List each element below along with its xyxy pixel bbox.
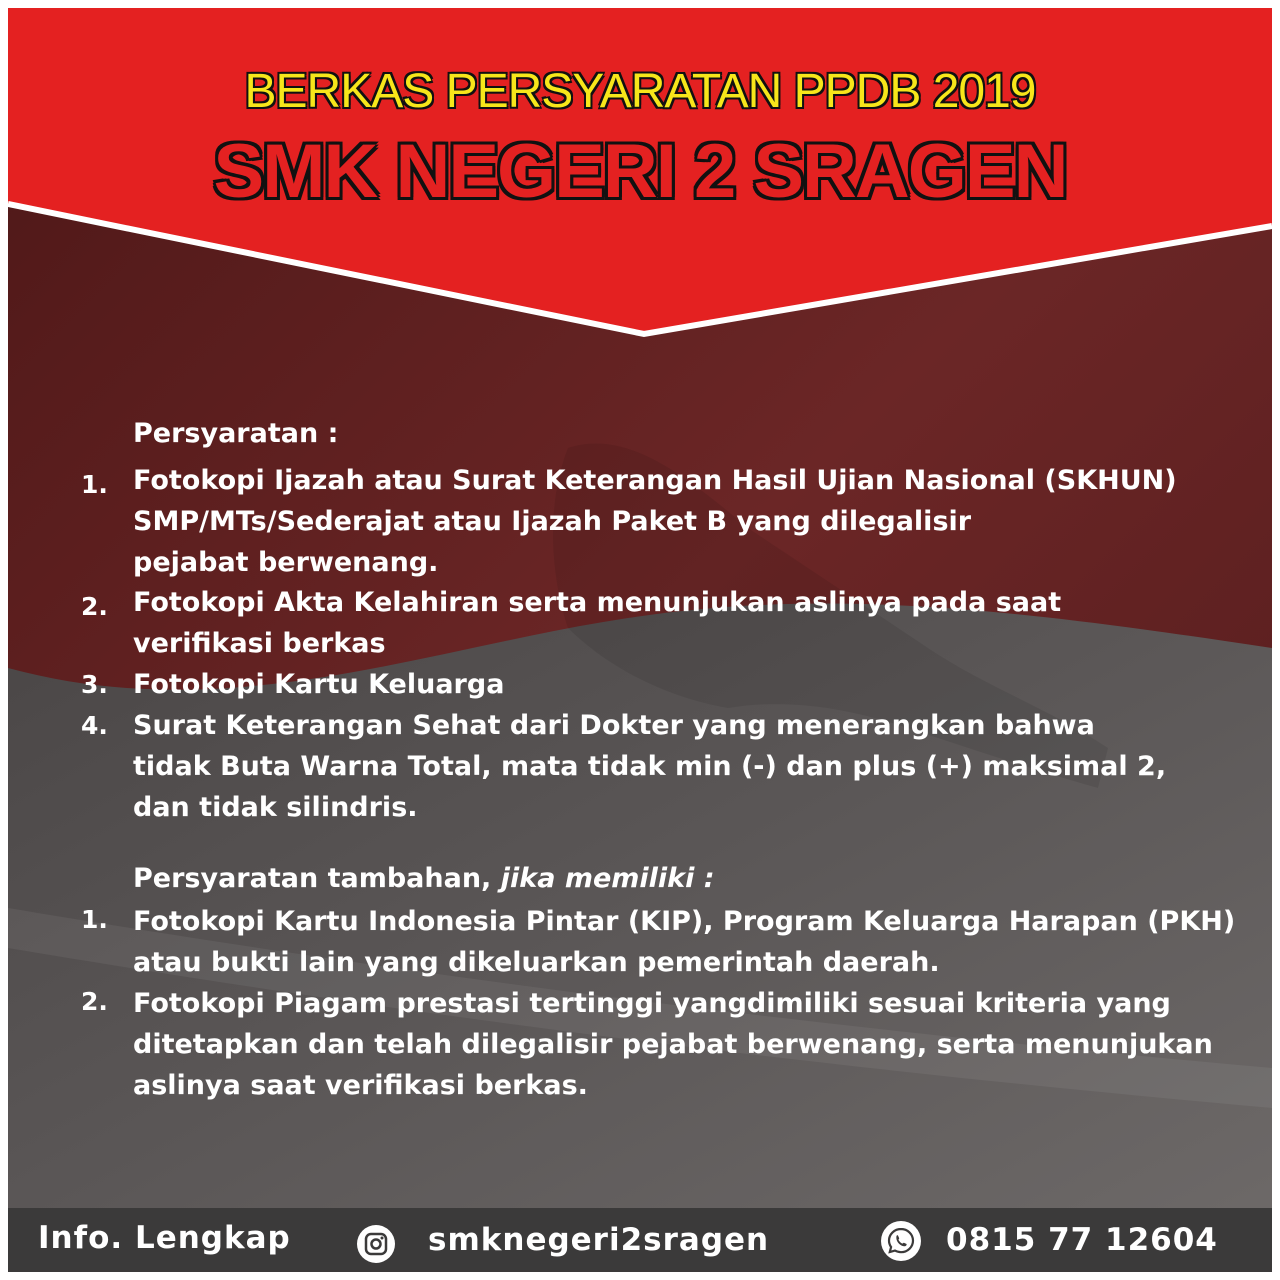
- item-line: atau bukti lain yang dikeluarkan pemerintah daerah.: [133, 947, 940, 978]
- item-line: tidak Buta Warna Total, mata tidak min (-) dan plus (+) maksimal 2,: [133, 751, 1167, 782]
- requirement-item: [81, 582, 1243, 664]
- item-number: 2.: [81, 592, 108, 621]
- instagram-handle[interactable]: smknegeri2sragen: [428, 1222, 770, 1258]
- item-number: 4.: [81, 711, 108, 740]
- item-line: Surat Keterangan Sehat dari Dokter yang menerangkan bahwa: [133, 710, 1095, 741]
- item-line: Fotokopi Kartu Indonesia Pintar (KIP), Program Keluarga Harapan (PKH): [133, 906, 1236, 937]
- requirement-item: [81, 460, 1243, 583]
- item-number: 2.: [81, 987, 108, 1016]
- item-line: Fotokopi Kartu Keluarga: [133, 669, 505, 700]
- phone-number[interactable]: 0815 77 12604: [946, 1222, 1218, 1258]
- info-label: Info. Lengkap: [38, 1220, 291, 1256]
- item-line: Fotokopi Ijazah atau Surat Keterangan Hasil Ujian Nasional (SKHUN): [133, 465, 1177, 496]
- additional-item: [81, 901, 1243, 983]
- requirement-item: [81, 664, 1243, 705]
- additional-heading-italic: jika memiliki :: [500, 863, 715, 894]
- school-name: SMK NEGERI 2 SRAGEN: [213, 129, 1067, 214]
- requirements-heading: Persyaratan :: [133, 418, 339, 449]
- footer-bar: [8, 1208, 1272, 1272]
- poster: [8, 8, 1272, 1272]
- item-line: ditetapkan dan telah dilegalisir pejabat berwenang, serta menunjukan: [133, 1029, 1213, 1060]
- item-number: 1.: [81, 905, 108, 934]
- item-line: aslinya saat verifikasi berkas.: [133, 1070, 588, 1101]
- instagram-icon[interactable]: [356, 1224, 396, 1264]
- item-line: verifikasi berkas: [133, 628, 386, 659]
- item-number: 1.: [81, 470, 108, 499]
- item-line: SMP/MTs/Sederajat atau Ijazah Paket B yang dilegalisir: [133, 506, 972, 537]
- additional-heading: [133, 863, 715, 894]
- additional-heading-text: Persyaratan tambahan,: [133, 863, 492, 894]
- whatsapp-icon[interactable]: [880, 1220, 922, 1262]
- requirement-item: [81, 705, 1243, 828]
- additional-item: [81, 983, 1243, 1106]
- item-line: Fotokopi Piagam prestasi tertinggi yangdimiliki sesuai kriteria yang: [133, 988, 1171, 1019]
- item-line: dan tidak silindris.: [133, 792, 418, 823]
- item-number: 3.: [81, 670, 108, 699]
- item-line: pejabat berwenang.: [133, 547, 439, 578]
- item-line: Fotokopi Akta Kelahiran serta menunjukan aslinya pada saat: [133, 587, 1062, 618]
- poster-title: BERKAS PERSYARATAN PPDB 2019: [244, 65, 1036, 118]
